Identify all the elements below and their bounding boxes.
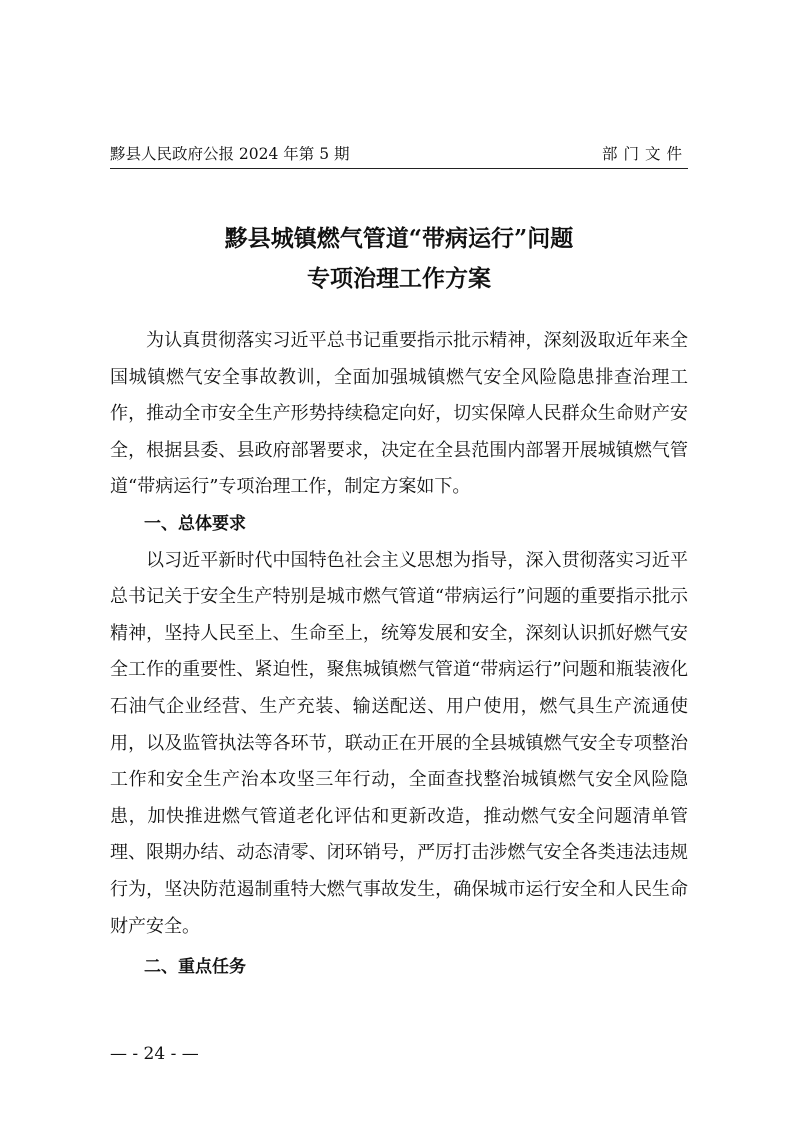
title-line-1: 黟县城镇燃气管道“带病运行”问题 — [224, 225, 574, 253]
running-header — [110, 143, 688, 165]
general-requirements-paragraph: 以习近平新时代中国特色社会主义思想为指导，深入贯彻落实习近平总书记关于安全生产特别是城市燃气管道“带病运行”问题的重要指示批示精神，坚持人民至上、生命至上，统筹发展和安全，深刻认识抓好燃气安全工作的重要性、紧迫性，聚焦城镇燃气管道“带病运行”问题和瓶装液化石油气企业经营、生产充装、输送配送、用户使用，燃气具生产流通使用，以及监管执法等各环节，联动正在开展的全县城镇燃气安全专项整治工作和安全生产治本攻坚三年行动，全面查找整治城镇燃气安全风险隐患，加快推进燃气管道老化评估和更新改造，推动燃气安全问题清单管理、限期办结、动态清零、闭环销号，严厉打击涉燃气安全各类违法违规行为，坚决防范遏制重特大燃气事故发生，确保城市运行安全和人民生命财产安全。 — [110, 549, 688, 937]
section-heading-general-requirements: 一、总体要求 — [144, 513, 246, 534]
section-heading-key-tasks: 二、重点任务 — [144, 957, 246, 978]
header-divider — [110, 168, 688, 169]
document-body — [110, 323, 688, 986]
title-line-2: 专项治理工作方案 — [307, 265, 491, 293]
section-category-label: 部门文件 — [601, 145, 688, 163]
document-title — [110, 219, 688, 299]
gazette-issue-label: 黟县人民政府公报 2024 年第 5 期 — [110, 145, 350, 163]
intro-paragraph: 为认真贯彻落实习近平总书记重要指示批示精神，深刻汲取近年来全国城镇燃气安全事故教训，全面加强城镇燃气安全风险隐患排查治理工作，推动全市安全生产形势持续稳定向好，切实保障人民群众生命财产安全，根据县委、县政府部署要求，决定在全县范围内部署开展城镇燃气管道“带病运行”专项治理工作，制定方案如下。 — [110, 330, 688, 498]
page-number: — - 24 - — — [110, 1044, 199, 1064]
